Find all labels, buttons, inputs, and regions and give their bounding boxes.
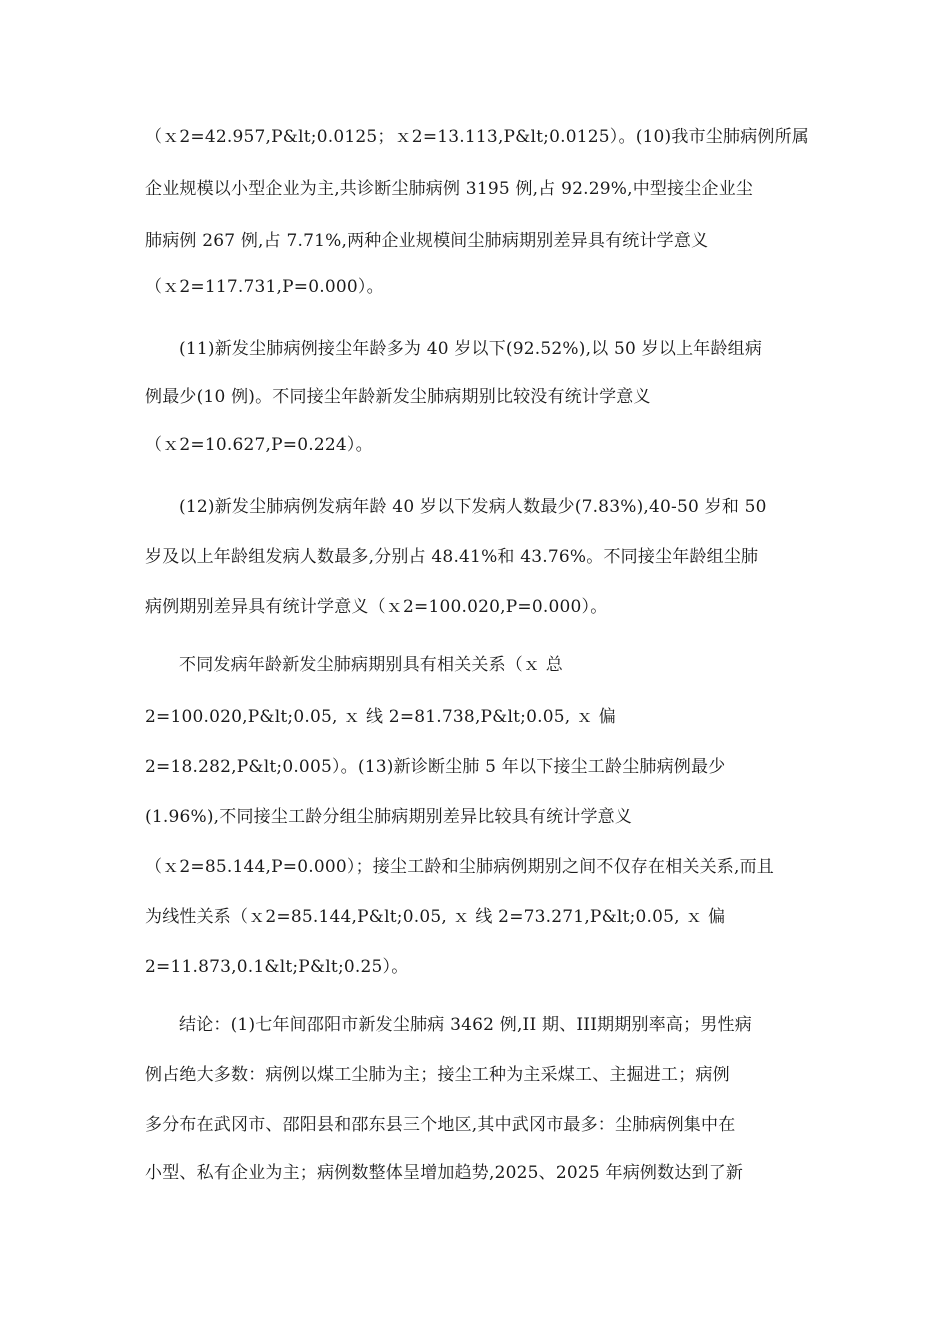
- text-line: 2=18.282,P&lt;0.005）。(13)新诊断尘肺 5 年以下接尘工龄尘肺病例最少: [145, 757, 726, 777]
- paragraph-first-line: (12)新发尘肺病例发病年龄 40 岁以下发病人数最少(7.83%),40-50 岁和 50: [179, 497, 767, 517]
- text-line: （ｘ2=10.627,P=0.224）。: [145, 435, 373, 455]
- text-line: 岁及以上年龄组发病人数最多,分别占 48.41%和 43.76%。不同接尘年龄组尘肺: [145, 547, 759, 567]
- paragraph-first-line: 不同发病年龄新发尘肺病期别具有相关关系（ｘ 总: [179, 655, 564, 675]
- text-line: 例占绝大多数：病例以煤工尘肺为主；接尘工种为主采煤工、主掘进工；病例: [145, 1065, 730, 1085]
- text-line: （ｘ2=117.731,P=0.000）。: [145, 277, 384, 297]
- text-line: 2=100.020,P&lt;0.05, ｘ 线 2=81.738,P&lt;0.05, ｘ 偏: [145, 707, 616, 727]
- text-line: 为线性关系（ｘ2=85.144,P&lt;0.05, ｘ 线 2=73.271,P&lt;0.05, ｘ 偏: [145, 907, 726, 927]
- text-line: 例最少(10 例)。不同接尘年龄新发尘肺病期别比较没有统计学意义: [145, 387, 651, 407]
- text-line: 肺病例 267 例,占 7.71%,两种企业规模间尘肺病期别差异具有统计学意义: [145, 231, 709, 251]
- text-line: 企业规模以小型企业为主,共诊断尘肺病例 3195 例,占 92.29%,中型接尘企业尘: [145, 179, 754, 199]
- text-line: （ｘ2=42.957,P&lt;0.0125；ｘ2=13.113,P&lt;0.0125）。(10)我市尘肺病例所属: [145, 127, 809, 147]
- text-line: 多分布在武冈市、邵阳县和邵东县三个地区,其中武冈市最多：尘肺病例集中在: [145, 1115, 736, 1135]
- text-line: 病例期别差异具有统计学意义（ｘ2=100.020,P=0.000）。: [145, 597, 608, 617]
- text-line: （ｘ2=85.144,P=0.000）；接尘工龄和尘肺病例期别之间不仅存在相关关系,而且: [145, 857, 774, 877]
- text-line: 2=11.873,0.1&lt;P&lt;0.25）。: [145, 957, 409, 977]
- paragraph-first-line: 结论：(1)七年间邵阳市新发尘肺病 3462 例,II 期、III期期别率高；男性病: [179, 1015, 752, 1035]
- paragraph-first-line: (11)新发尘肺病例接尘年龄多为 40 岁以下(92.52%),以 50 岁以上年龄组病: [179, 339, 763, 359]
- text-line: 小型、私有企业为主；病例数整体呈增加趋势,2025、2025 年病例数达到了新: [145, 1163, 744, 1183]
- text-line: (1.96%),不同接尘工龄分组尘肺病期别差异比较具有统计学意义: [145, 807, 633, 827]
